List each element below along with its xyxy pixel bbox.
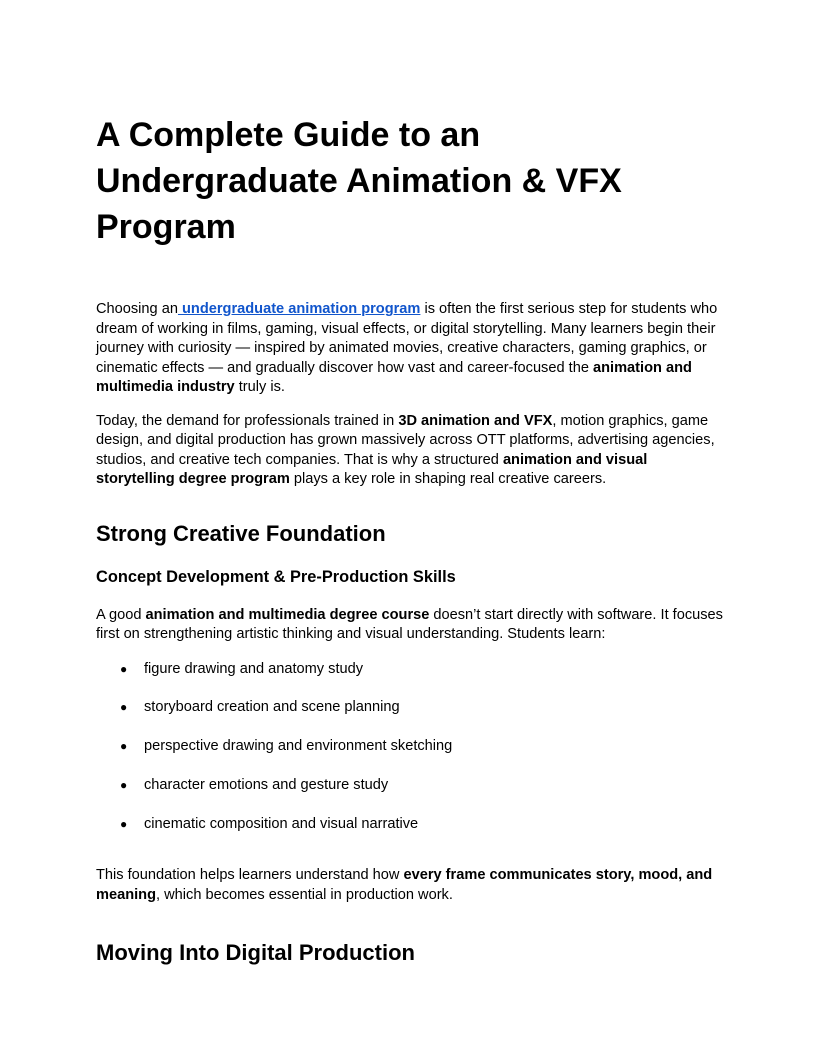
intro-text-end: truly is. <box>234 379 285 395</box>
foundation-text-2: doesn’t start directly with software. It focuses first on strengthening artistic thinking and visual understanding. Students learn: <box>96 606 723 642</box>
title-line-2: Undergraduate Animation & VFX <box>96 162 622 200</box>
list-item-text: character emotions and gesture study <box>144 776 389 793</box>
closing-paragraph <box>96 866 724 905</box>
list-item-text: storyboard creation and scene planning <box>144 699 400 716</box>
demand-text-2: , motion graphics, game design, and digital production has grown massively across OTT platforms, advertising agencies, studios, and creative tech companies. That is why a structured <box>96 412 715 468</box>
foundation-paragraph <box>96 606 724 645</box>
demand-paragraph <box>96 412 724 490</box>
list-item-text: figure drawing and anatomy study <box>144 660 364 677</box>
bullet-icon: ● <box>120 661 128 676</box>
bullet-icon: ● <box>120 739 128 754</box>
bullet-icon: ● <box>120 777 128 792</box>
intro-text-start: Choosing an <box>96 301 178 317</box>
list-item-text: cinematic composition and visual narrative <box>144 815 419 832</box>
intro-text-middle: is often the first serious step for students who dream of working in films, gaming, visual effects, or digital storytelling. Many learners begin their journey with curiosity — inspired by animated movies, creative characters, gaming graphics, or cinematic effects — and gradually discover how vast and career-focused the <box>96 301 718 376</box>
demand-text-3: plays a key role in shaping real creative careers. <box>289 471 607 487</box>
list-item <box>96 698 724 718</box>
bullet-icon: ● <box>120 700 128 715</box>
list-item <box>96 737 724 757</box>
demand-text-1: Today, the demand for professionals trained in <box>96 412 399 429</box>
section-heading-digital-production: Moving Into Digital Production <box>96 940 415 966</box>
list-item-text: perspective drawing and environment sketching <box>144 738 453 755</box>
closing-text-1: This foundation helps learners understand how <box>96 867 404 884</box>
subheading-concept-development: Concept Development & Pre-Production Skills <box>96 567 456 586</box>
demand-bold-1: 3D animation and VFX <box>398 412 553 429</box>
undergraduate-animation-program-link[interactable]: undergraduate animation program <box>177 301 421 317</box>
intro-bold-phrase: animation and multimedia industry <box>96 359 692 395</box>
list-item <box>96 815 724 835</box>
demand-bold-2: animation and visual storytelling degree program <box>96 451 648 487</box>
list-item <box>96 776 724 796</box>
skills-list <box>96 660 724 835</box>
list-item <box>96 660 724 680</box>
document-title <box>96 112 724 250</box>
bullet-icon: ● <box>120 816 128 831</box>
intro-paragraph <box>96 300 724 398</box>
foundation-text-1: A good <box>96 606 146 623</box>
closing-bold-1: every frame communicates story, mood, and meaning <box>96 867 713 903</box>
closing-text-2: , which becomes essential in production work. <box>156 886 453 903</box>
title-line-3: Program <box>96 208 236 246</box>
document-page <box>96 112 724 967</box>
foundation-bold-1: animation and multimedia degree course <box>145 606 430 623</box>
section-heading-creative-foundation: Strong Creative Foundation <box>96 520 386 546</box>
title-line-1: A Complete Guide to an <box>96 116 481 154</box>
